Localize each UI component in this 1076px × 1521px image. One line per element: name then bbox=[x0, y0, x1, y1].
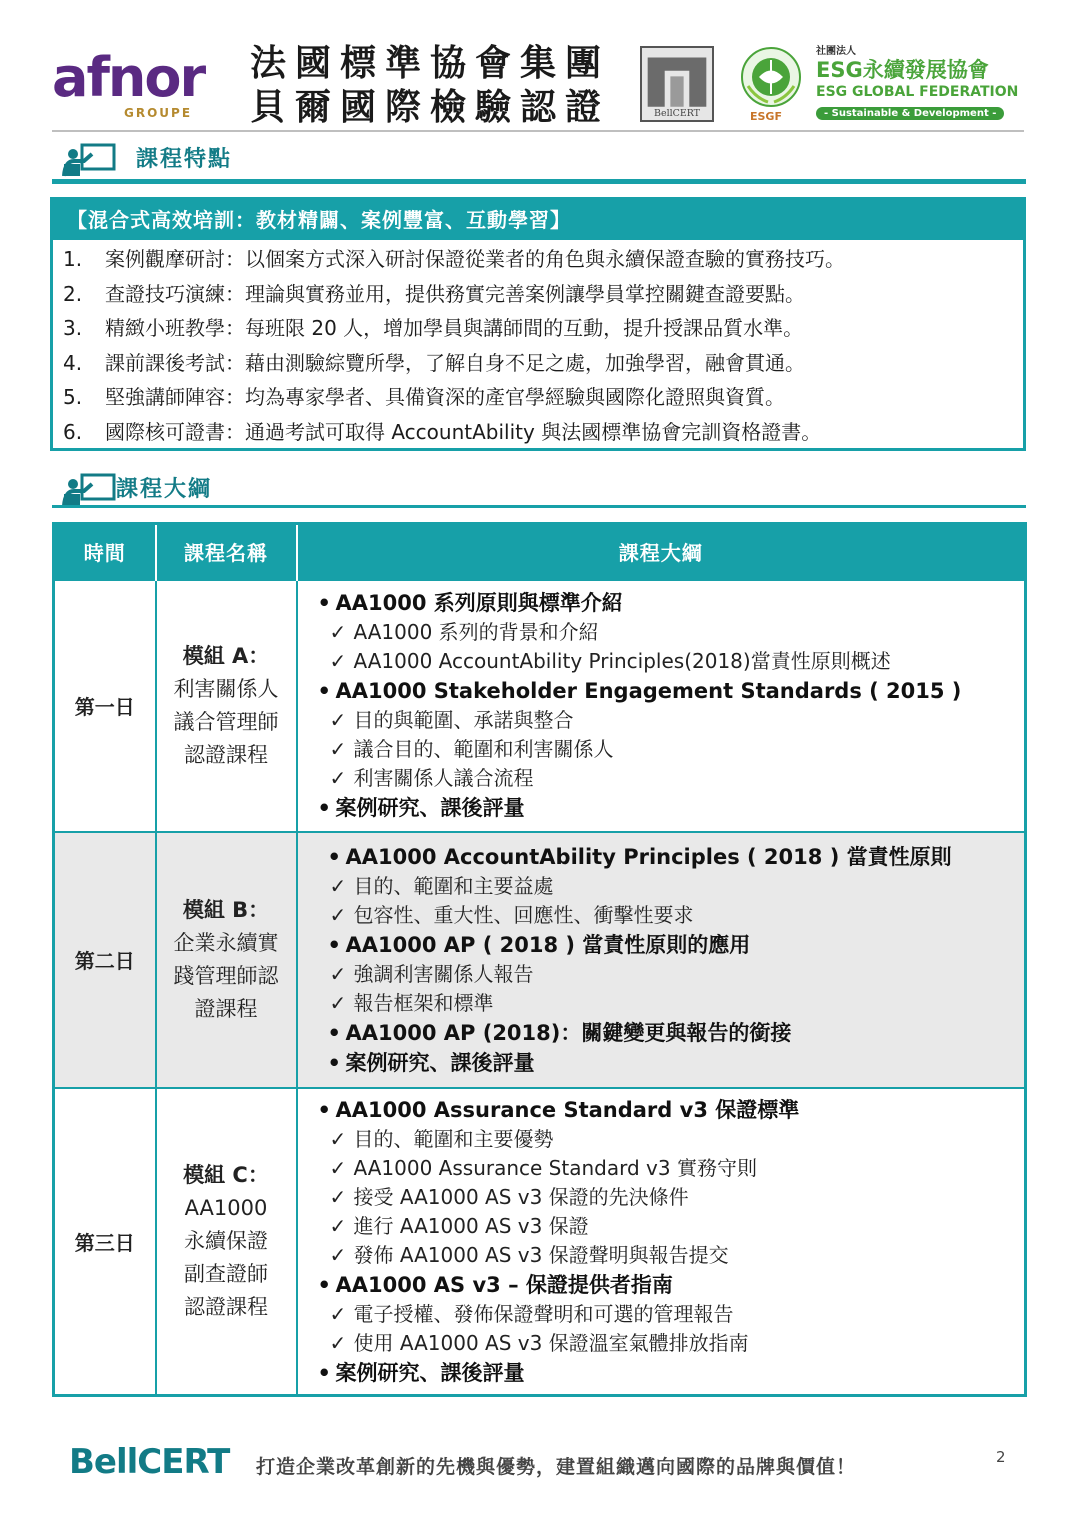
outline-bullet: • AA1000 AP ( 2018 ) 當責性原則的應用 bbox=[327, 932, 751, 957]
outline-check: ✓ 目的、範圍和主要優勢 bbox=[318, 1125, 1025, 1154]
feature-text: 理論與實務並用，提供務實完善案例讓學員掌控關鍵查證要點。 bbox=[245, 281, 805, 306]
feature-number: 6. bbox=[63, 419, 83, 444]
module-line: 副查證師 bbox=[184, 1261, 268, 1286]
check-icon: ✓ bbox=[329, 1184, 347, 1209]
outline-bullet: • AA1000 AP (2018)：關鍵變更與報告的銜接 bbox=[327, 1020, 792, 1045]
table-row-day1 bbox=[54, 580, 1026, 832]
outline-check: ✓ 發佈 AA1000 AS v3 保證聲明與報告提交 bbox=[318, 1241, 1025, 1270]
check-icon: ✓ bbox=[329, 873, 347, 898]
column-header-outline: 課程大綱 bbox=[297, 524, 1026, 580]
day-cell: 第三日 bbox=[54, 1088, 156, 1396]
column-header-course-name: 課程名稱 bbox=[156, 524, 297, 580]
syllabus-section-title: 課程大綱 bbox=[116, 477, 213, 502]
company-name-line1: 法國標準協會集團 bbox=[250, 43, 611, 84]
outline-cell bbox=[297, 580, 1026, 832]
feature-text: 通過考試可取得 AccountAbility 與法國標準協會完訓資格證書。 bbox=[245, 419, 822, 444]
day-cell: 第一日 bbox=[54, 580, 156, 832]
outline-check: ✓ 報告框架和標準 bbox=[318, 989, 1025, 1018]
page-number: 2 bbox=[996, 1448, 1006, 1466]
outline-cell bbox=[297, 1088, 1026, 1396]
outline-check: ✓ 包容性、重大性、回應性、衝擊性要求 bbox=[318, 901, 1025, 930]
check-icon: ✓ bbox=[329, 1330, 347, 1355]
outline-check: ✓ AA1000 AccountAbility Principles(2018)當責性原則概述 bbox=[318, 647, 1025, 676]
features-section-title: 課程特點 bbox=[136, 147, 233, 172]
presentation-icon bbox=[62, 472, 116, 508]
outline-check: ✓ 進行 AA1000 AS v3 保證 bbox=[318, 1212, 1025, 1241]
syllabus-table bbox=[52, 522, 1027, 1397]
bellcert-emblem-caption: BellCERT bbox=[654, 108, 700, 120]
feature-text: 藉由測驗綜覽所學，了解自身不足之處，加強學習，融會貫通。 bbox=[245, 350, 805, 375]
feature-number: 2. bbox=[63, 281, 83, 306]
esgf-org-type: 社團法人 bbox=[816, 46, 856, 57]
module-line: AA1000 bbox=[184, 1195, 268, 1220]
page-header bbox=[52, 38, 1024, 128]
esgf-globe-icon bbox=[740, 46, 802, 108]
outline-check: ✓ 議合目的、範圍和利害關係人 bbox=[318, 735, 1025, 764]
module-line: 證課程 bbox=[194, 996, 258, 1021]
module-line: 認證課程 bbox=[184, 742, 268, 767]
feature-item-3 bbox=[53, 311, 1023, 346]
feature-number: 5. bbox=[63, 385, 83, 409]
features-section-heading bbox=[52, 138, 1026, 178]
check-icon: ✓ bbox=[329, 902, 347, 927]
footer-bellcert-logo: BellCERT bbox=[69, 1442, 230, 1482]
presentation-icon bbox=[62, 142, 116, 178]
esgf-global-name: ESG GLOBAL FEDERATION bbox=[816, 84, 1019, 100]
footer-slogan: 打造企業改革創新的先機與優勢，建置組織邁向國際的品牌與價值！ bbox=[256, 1456, 857, 1478]
company-name bbox=[250, 42, 610, 130]
module-line: 永續保證 bbox=[184, 1228, 268, 1253]
table-header-row bbox=[54, 524, 1026, 580]
check-icon: ✓ bbox=[329, 620, 347, 644]
check-icon: ✓ bbox=[329, 766, 347, 790]
feature-heading: 精緻小班教學： bbox=[105, 316, 245, 340]
feature-text: 以個案方式深入研討保證從業者的角色與永續保證查驗的實務技巧。 bbox=[245, 247, 845, 271]
feature-number: 1. bbox=[63, 247, 83, 271]
module-line: 踐管理師認 bbox=[173, 963, 279, 988]
feature-item-1 bbox=[53, 242, 1023, 277]
outline-check: ✓ 目的與範圍、承諾與整合 bbox=[318, 706, 1025, 735]
outline-check: ✓ AA1000 Assurance Standard v3 實務守則 bbox=[318, 1154, 1025, 1183]
module-cell bbox=[156, 832, 297, 1088]
afnor-logo bbox=[52, 48, 227, 126]
check-icon: ✓ bbox=[329, 961, 347, 986]
table-row-day3 bbox=[54, 1088, 1026, 1396]
esgf-tagline: - Sustainable & Development - bbox=[816, 107, 1004, 120]
feature-heading: 國際核可證書： bbox=[105, 419, 245, 444]
module-cell bbox=[156, 1088, 297, 1396]
outline-bullet: • 案例研究、課後評量 bbox=[317, 1360, 525, 1385]
feature-text: 均為專家學者、具備資深的產官學經驗與國際化證照與資質。 bbox=[245, 385, 785, 409]
module-line: 企業永續實 bbox=[173, 930, 279, 955]
bellcert-emblem-icon bbox=[642, 48, 712, 120]
module-title: 模組 B： bbox=[182, 897, 270, 922]
outline-bullet: • 案例研究、課後評量 bbox=[317, 796, 525, 820]
feature-item-6 bbox=[53, 415, 1023, 450]
day-cell: 第二日 bbox=[54, 832, 156, 1088]
features-section-rule bbox=[52, 179, 1026, 184]
outline-check: ✓ 利害關係人議合流程 bbox=[318, 764, 1025, 793]
features-box bbox=[50, 197, 1026, 451]
esgf-abbrev: ESGF bbox=[750, 110, 782, 123]
check-icon: ✓ bbox=[329, 649, 347, 673]
feature-item-5 bbox=[53, 380, 1023, 415]
module-title: 模組 C： bbox=[183, 1162, 269, 1187]
table-row-day2 bbox=[54, 832, 1026, 1088]
check-icon: ✓ bbox=[329, 1155, 347, 1180]
outline-bullet: • AA1000 AS v3 – 保證提供者指南 bbox=[317, 1272, 673, 1297]
check-icon: ✓ bbox=[329, 990, 347, 1015]
esgf-logo bbox=[816, 42, 1026, 120]
header-divider bbox=[52, 130, 1024, 132]
features-banner: 【混合式高效培訓：教材精闢、案例豐富、互動學習】 bbox=[53, 200, 1023, 240]
check-icon: ✓ bbox=[329, 1242, 347, 1267]
esgf-name: ESG永續發展協會 bbox=[816, 58, 989, 82]
feature-item-2 bbox=[53, 277, 1023, 312]
feature-heading: 課前課後考試： bbox=[105, 350, 245, 375]
feature-item-4 bbox=[53, 346, 1023, 381]
module-line: 認證課程 bbox=[184, 1294, 268, 1319]
features-list bbox=[53, 240, 1023, 449]
feature-number: 3. bbox=[63, 316, 83, 340]
module-line: 利害關係人 bbox=[173, 676, 279, 701]
afnor-logo-text: afnor bbox=[52, 46, 205, 109]
check-icon: ✓ bbox=[329, 1301, 347, 1326]
feature-heading: 堅強講師陣容： bbox=[105, 385, 245, 409]
feature-number: 4. bbox=[63, 350, 83, 375]
feature-heading: 案例觀摩研討： bbox=[105, 247, 245, 271]
outline-check: ✓ 使用 AA1000 AS v3 保證溫室氣體排放指南 bbox=[318, 1329, 1025, 1358]
outline-check: ✓ 電子授權、發佈保證聲明和可選的管理報告 bbox=[318, 1300, 1025, 1329]
outline-bullet: • AA1000 Assurance Standard v3 保證標準 bbox=[317, 1097, 800, 1122]
outline-check: ✓ 接受 AA1000 AS v3 保證的先決條件 bbox=[318, 1183, 1025, 1212]
module-line: 議合管理師 bbox=[173, 709, 279, 734]
check-icon: ✓ bbox=[329, 708, 347, 732]
outline-bullet: • 案例研究、課後評量 bbox=[327, 1050, 535, 1075]
syllabus-section-rule bbox=[52, 505, 1026, 508]
outline-check: ✓ 強調利害關係人報告 bbox=[318, 960, 1025, 989]
check-icon: ✓ bbox=[329, 1126, 347, 1151]
company-name-line2: 貝爾國際檢驗認證 bbox=[250, 87, 611, 128]
module-cell bbox=[156, 580, 297, 832]
outline-check: ✓ AA1000 系列的背景和介紹 bbox=[318, 618, 1025, 647]
column-header-time: 時間 bbox=[54, 524, 156, 580]
outline-check: ✓ 目的、範圍和主要益處 bbox=[318, 872, 1025, 901]
syllabus-section-heading bbox=[52, 468, 1026, 508]
outline-bullet: • AA1000 AccountAbility Principles ( 2018 ) 當責性原則 bbox=[327, 844, 952, 869]
outline-bullet: • AA1000 系列原則與標準介紹 bbox=[317, 591, 623, 615]
check-icon: ✓ bbox=[329, 1213, 347, 1238]
bellcert-emblem-logo bbox=[640, 46, 714, 122]
check-icon: ✓ bbox=[329, 737, 347, 761]
outline-cell bbox=[297, 832, 1026, 1088]
module-title: 模組 A： bbox=[182, 643, 270, 668]
afnor-logo-subtext: GROUPE bbox=[124, 106, 193, 120]
outline-bullet: • AA1000 Stakeholder Engagement Standards ( 2015 ) bbox=[317, 679, 962, 703]
feature-heading: 查證技巧演練： bbox=[105, 281, 245, 306]
feature-text: 每班限 20 人，增加學員與講師間的互動，提升授課品質水準。 bbox=[245, 316, 804, 340]
